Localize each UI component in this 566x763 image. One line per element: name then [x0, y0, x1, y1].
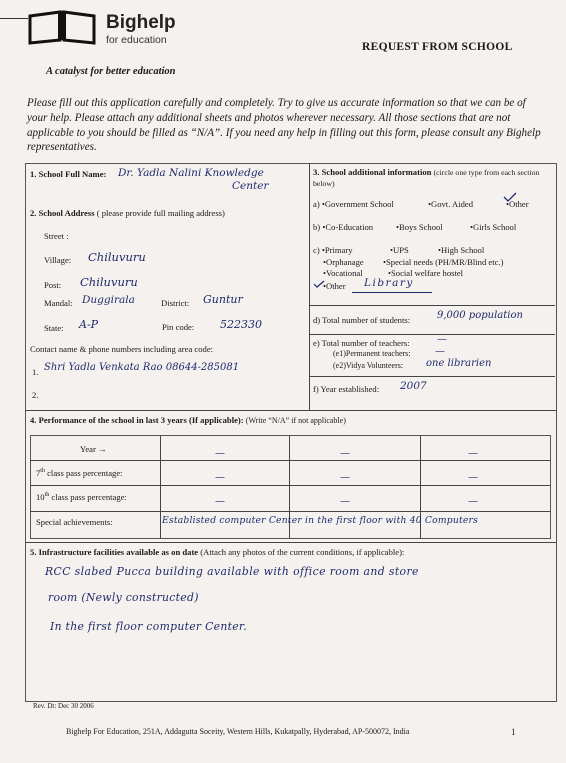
- school-type-row: [313, 199, 394, 209]
- divider-sec5: [25, 542, 556, 543]
- footer-address: Bighelp For Education, 251A, Addagutta Soceity, Western Hills, Kukatpally, Hyderabad, AP-500072, India: [66, 727, 410, 736]
- address-label-text: 2. School Address: [30, 208, 95, 218]
- post-value: Chiluvuru: [80, 275, 138, 289]
- perf-row-special: Special achievements:: [36, 517, 113, 527]
- infrastructure-line-2: room (Newly constructed): [48, 591, 199, 604]
- form-title: REQUEST FROM SCHOOL: [362, 41, 513, 53]
- level-special-needs[interactable]: •Special needs (PH/MR/Blind etc.): [383, 257, 504, 267]
- perf-row-line-3: [30, 511, 550, 512]
- perf-dash-r1c1: —: [215, 448, 225, 459]
- teachers-label: e) Total number of teachers:: [313, 338, 410, 348]
- infrastructure-line-1: RCC slabed Pucca building available with office room and store: [45, 565, 419, 578]
- perf-dash-r2c3: —: [468, 472, 478, 483]
- gender-prefix: b): [313, 222, 321, 232]
- pincode-label: Pin code:: [162, 322, 195, 332]
- contact2-number: 2.: [32, 390, 39, 400]
- level-other-value: Library: [364, 277, 414, 289]
- perf-row-line-1: [30, 460, 550, 461]
- school-type-prefix: a): [313, 199, 320, 209]
- gender-girls[interactable]: •Girls School: [470, 222, 517, 232]
- other-underline: [352, 292, 432, 293]
- year-established-label: f) Year established:: [313, 384, 380, 394]
- infrastructure-title-text: 5. Infrastructure facilities available as on date: [30, 547, 199, 557]
- divider-sec4: [25, 410, 556, 411]
- level-row-1: [313, 245, 353, 255]
- state-value: A-P: [79, 318, 99, 331]
- perf-row-7th: 7th class pass percentage:: [36, 468, 123, 478]
- divider-e: [309, 334, 555, 335]
- additional-info-label: 3. School additional information: [313, 167, 432, 177]
- bighelp-logo: [28, 10, 96, 46]
- street-label: Street :: [44, 231, 69, 241]
- level-vocational[interactable]: •Vocational: [323, 268, 363, 278]
- perf-dash-r2c2: —: [340, 472, 350, 483]
- school-name-label: 1. School Full Name:: [30, 169, 107, 179]
- vidya-volunteers-label: (e2)Vidya Volunteers:: [333, 361, 404, 370]
- tagline: A catalyst for better education: [46, 66, 176, 77]
- district-value: Guntur: [203, 293, 243, 306]
- school-address-label: [30, 208, 225, 218]
- perf-dash-r1c3: —: [468, 448, 478, 459]
- school-name-value-1: Dr. Yadla Nalini Knowledge: [118, 167, 264, 179]
- performance-title-text: 4. Performance of the school in last 3 years (If applicable):: [30, 415, 244, 425]
- state-label: State:: [44, 323, 64, 333]
- district-label: District:: [161, 298, 190, 308]
- contact1-value: Shri Yadla Venkata Rao 08644-285081: [44, 362, 240, 373]
- vidya-volunteers-value: one librarien: [426, 358, 492, 369]
- brand-name: Bighelp: [106, 12, 176, 33]
- level-ups[interactable]: •UPS: [390, 245, 409, 255]
- infrastructure-hint: (Attach any photos of the current conditions, if applicable):: [200, 547, 405, 557]
- check-mark-icon: [503, 192, 517, 202]
- infrastructure-line-3: In the first floor computer Center.: [50, 620, 247, 633]
- level-high-school[interactable]: •High School: [438, 245, 485, 255]
- brand-subtitle: for education: [106, 34, 167, 46]
- perf-row-10th: 10th class pass percentage:: [36, 492, 127, 502]
- level-primary[interactable]: •Primary: [321, 245, 353, 255]
- intro-paragraph: Please fill out this application carefully and completely. Try to give us accurate information so that we can be of your help. Please attach any additional sheets and photos wherever necessary. All those sections that are not applicable to you should be filled as “N/A”. If you need any help in filling out this form, please consult any Bighelp representatives.: [27, 97, 541, 154]
- year-established-value: 2007: [400, 380, 427, 392]
- school-type-govt-aided[interactable]: •Govt. Aided: [428, 199, 474, 209]
- level-orphanage[interactable]: •Orphanage: [323, 257, 364, 267]
- divider-d: [309, 305, 555, 306]
- students-label: d) Total number of students:: [313, 315, 411, 325]
- school-name-value-2: Center: [232, 180, 269, 192]
- level-social-welfare[interactable]: •Social welfare hostel: [388, 268, 464, 278]
- level-other[interactable]: •Other: [323, 281, 346, 291]
- infrastructure-title: [30, 547, 404, 557]
- students-value: 9,000 population: [437, 310, 523, 321]
- gender-boys[interactable]: •Boys School: [396, 222, 443, 232]
- additional-info-title: [313, 167, 551, 189]
- gender-co-education[interactable]: •Co-Education: [322, 222, 374, 232]
- header-top-line: [0, 18, 28, 19]
- perf-dash-r3c1: —: [215, 496, 225, 507]
- book-logo-icon: [28, 10, 96, 46]
- perf-dash-r1c2: —: [340, 448, 350, 459]
- village-label: Village:: [44, 255, 72, 265]
- post-label: Post:: [44, 280, 62, 290]
- perf-col-line-1: [160, 435, 161, 538]
- permanent-teachers-value: —: [435, 346, 445, 357]
- performance-title: [30, 415, 346, 425]
- divider-f: [309, 376, 555, 377]
- level-prefix: c): [313, 245, 320, 255]
- mandal-label: Mandal:: [44, 298, 73, 308]
- mandal-value: Duggirala: [82, 294, 135, 306]
- special-achievements-value: Establisted computer Center in the first floor with 40 Computers: [162, 515, 479, 526]
- address-hint: ( please provide full mailing address): [96, 208, 225, 218]
- permanent-teachers-label: (e1)Permanent teachers:: [333, 349, 411, 358]
- school-type-other[interactable]: •Other: [506, 199, 529, 209]
- perf-dash-r3c3: —: [468, 496, 478, 507]
- page-number: 1: [511, 727, 516, 737]
- divider-vertical: [309, 163, 310, 410]
- gender-row: [313, 222, 373, 232]
- revision-date: Rev. Dt: Dec 30 2006: [33, 702, 94, 710]
- contact1-number: 1.: [32, 367, 39, 377]
- perf-row-year: Year →: [80, 444, 107, 454]
- village-value: Chiluvuru: [88, 250, 146, 264]
- additional-info-hint: (circle one type from each section below): [313, 168, 540, 188]
- performance-hint: (Write “N/A” if not applicable): [245, 416, 346, 425]
- teachers-value: —: [437, 334, 447, 345]
- school-type-government[interactable]: •Government School: [321, 199, 394, 209]
- pincode-value: 522330: [220, 318, 262, 331]
- perf-dash-r3c2: —: [340, 496, 350, 507]
- contact-label: Contact name & phone numbers including area code:: [30, 344, 214, 354]
- perf-dash-r2c1: —: [215, 472, 225, 483]
- perf-row-line-2: [30, 485, 550, 486]
